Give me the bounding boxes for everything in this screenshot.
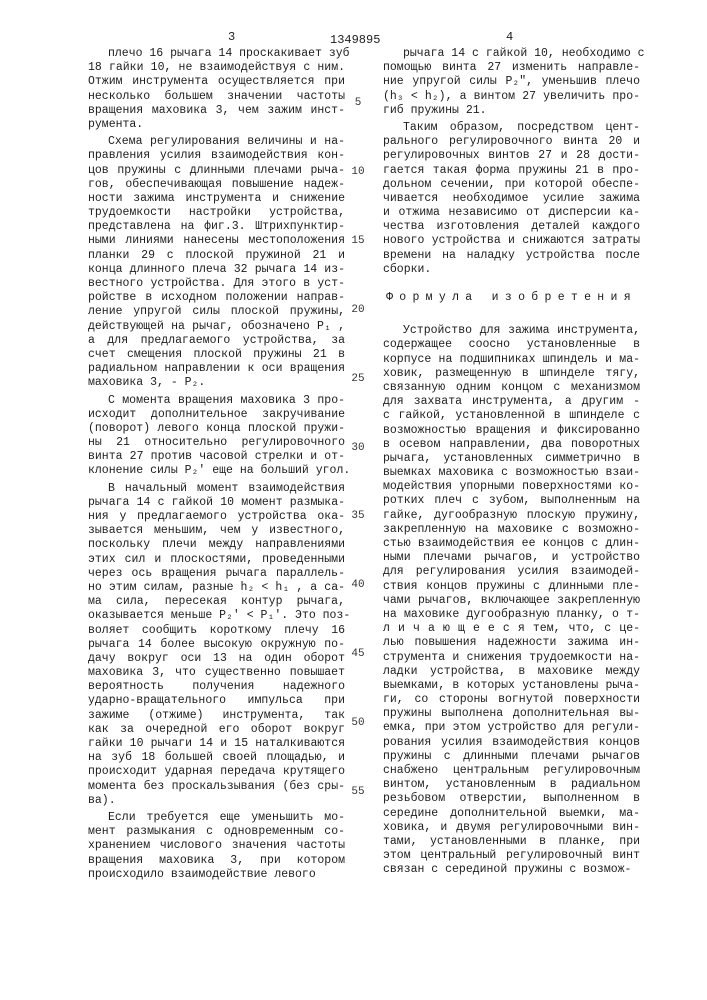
text-line: ва).	[88, 794, 345, 808]
text-line: выемками, в которых установлены рыча-	[383, 679, 640, 693]
text-line: правления усилия взаимодействия кон-	[88, 149, 345, 163]
text-line: воляет сообщить короткому плечу 16	[88, 624, 345, 638]
text-line: гайке, дугообразную плоскую пружину,	[383, 509, 640, 523]
text-line: (h₃ < h₂), а винтом 27 увеличить про-	[383, 90, 640, 104]
text-line: происходило взаимодействие левого	[88, 868, 345, 882]
text-line: винта 27 против часовой стрелки и от-	[88, 450, 345, 464]
text-line: ными плечами рычагов, и устройство	[383, 551, 640, 565]
text-line: дольном сечении, при которой обеспе-	[383, 178, 640, 192]
text-line: С момента вращения маховика 3 про-	[88, 394, 345, 408]
text-line: возможностью вращения и фиксированно	[383, 424, 640, 438]
text-line: исходит дополнительное закручивание	[88, 408, 345, 422]
paragraph	[383, 121, 640, 277]
text-line: этом центральный регулировочный винт	[383, 849, 640, 863]
text-line: резьбовом отверстии, выполненном в	[383, 792, 640, 806]
text-line: как за очередной его оборот вокруг	[88, 723, 345, 737]
text-line: вращения маховика 3, при котором	[88, 854, 345, 868]
text-line: зывается меньшим, чем у известного,	[88, 524, 345, 538]
line-number: 40	[346, 579, 370, 591]
text-line: ния у предлагаемого устройства ока-	[88, 510, 345, 524]
text-line: гов, обеспечивающая повышение надеж-	[88, 178, 345, 192]
text-line: рычага 14 с гайкой 10 момент размыка-	[88, 496, 345, 510]
text-line: ние упругой силы P₂″, уменьшив плечо	[383, 75, 640, 89]
text-line: корпусе на подшипниках шпиндель и ма-	[383, 353, 640, 367]
text-line: ройстве в исходном положении направ-	[88, 291, 345, 305]
text-line: рычага 14 более высокую окружную по-	[88, 638, 345, 652]
text-line: ление упругой силы плоской пружины,	[88, 305, 345, 319]
paragraph	[88, 394, 345, 479]
text-line: тами, установленными в планке, при	[383, 835, 640, 849]
text-line: л и ч а ю щ е е с я тем, что, с це-	[383, 622, 640, 636]
text-line: сборки.	[383, 263, 640, 277]
text-line: на зуб 18 большей своей площадью, и	[88, 751, 345, 765]
text-line: мент размыкания с одновременным со-	[88, 825, 345, 839]
section-title: Формула изобретения	[383, 291, 640, 305]
paragraph	[383, 47, 640, 118]
text-line: закрепленную на маховике с возможно-	[383, 523, 640, 537]
text-line: ротких плеч с зубом, выполненным на	[383, 494, 640, 508]
paragraph	[88, 811, 345, 882]
text-line: стью взаимодействия ее концов с длин-	[383, 537, 640, 551]
text-line: момента без проскальзывания (без сры-	[88, 780, 345, 794]
text-line: связанную одним концом с механизмом	[383, 381, 640, 395]
text-line: гиб пружины 21.	[383, 104, 640, 118]
line-number: 45	[346, 648, 370, 660]
line-number: 35	[346, 510, 370, 522]
left-column	[88, 47, 345, 885]
text-line: оказывается меньше P₂′ < P₁′. Это поз-	[88, 609, 345, 623]
page-number-left: 3	[228, 30, 235, 44]
text-line: счет смещения плоской пружины 21 в	[88, 348, 345, 362]
paragraph	[383, 324, 640, 877]
text-line: 18 гайки 10, не взаимодействуя с ним.	[88, 61, 345, 75]
line-number: 25	[346, 373, 370, 385]
text-line: гается такая форма пружины 21 в про-	[383, 164, 640, 178]
text-line: лью повышения надежности зажима ин-	[383, 636, 640, 650]
text-line: зажиме (отжиме) инструмента, так	[88, 709, 345, 723]
text-line: рычага 14 с гайкой 10, необходимо с	[383, 47, 640, 61]
text-line: клонение силы P₂′ еще на больший угол.	[88, 464, 345, 478]
line-number: 20	[346, 304, 370, 316]
text-line: маховика 3, - P₂.	[88, 376, 345, 390]
text-line: и отжима независимо от дисперсии ка-	[383, 206, 640, 220]
text-line: дачу вокруг оси 13 на один оборот	[88, 652, 345, 666]
line-number: 10	[346, 166, 370, 178]
text-line: представлена на фиг.3. Штрихпунктир-	[88, 220, 345, 234]
line-number: 15	[346, 235, 370, 247]
text-line: плечо 16 рычага 14 проскакивает зуб	[88, 47, 345, 61]
patent-number: 1349895	[330, 33, 380, 47]
line-number: 5	[346, 97, 370, 109]
text-line: гайки 10 рычаги 14 и 15 наталкиваются	[88, 737, 345, 751]
text-line: маховика 3, что существенно повышает	[88, 666, 345, 680]
text-line: винтом, установленным в радиальном	[383, 778, 640, 792]
text-line: чами рычагов, включающее закрепленную	[383, 594, 640, 608]
text-line: ладки устройства, в маховике между	[383, 665, 640, 679]
right-column	[383, 47, 640, 881]
text-line: конца длинного плеча 32 рычага 14 из-	[88, 263, 345, 277]
text-line: рования усилия взаимодействия концов	[383, 736, 640, 750]
text-line: действующей на рычаг, обозначено P₁ ,	[88, 320, 345, 334]
text-line: регулировочных винтов 27 и 28 дости-	[383, 149, 640, 163]
text-line: вестного устройства. Для этого в уст-	[88, 277, 345, 291]
text-line: ма сила, пересекая контур рычага,	[88, 595, 345, 609]
text-line: емка, при этом устройство для регули-	[383, 721, 640, 735]
text-line: цов пружины с длинными плечами рыча-	[88, 164, 345, 178]
text-line: ствия концов пружины с длинными пле-	[383, 580, 640, 594]
text-line: румента.	[88, 118, 345, 132]
text-line: Отжим инструмента осуществляется при	[88, 75, 345, 89]
text-line: происходит ударная передача крутящего	[88, 765, 345, 779]
claims	[383, 324, 640, 877]
text-line: связан с серединой пружины с возмож-	[383, 863, 640, 877]
text-line: вероятность получения надежного	[88, 680, 345, 694]
text-line: Таким образом, посредством цент-	[383, 121, 640, 135]
text-line: для захвата инструмента, а другим -	[383, 395, 640, 409]
text-line: рального регулировочного винта 20 и	[383, 135, 640, 149]
text-line: ударно-вращательного импульса при	[88, 694, 345, 708]
line-number: 30	[346, 442, 370, 454]
description-end	[383, 47, 640, 277]
text-line: вращения маховика 3, чем зажим инст-	[88, 104, 345, 118]
text-line: струмента и снижения трудоемкости на-	[383, 651, 640, 665]
text-line: хранением числового значения частоты	[88, 839, 345, 853]
text-line: снабжено центральным регулировочным	[383, 764, 640, 778]
text-line: планки 29 с плоской пружиной 21 и	[88, 249, 345, 263]
text-line: выемках маховика с возможностью взаи-	[383, 466, 640, 480]
text-line: через ось вращения рычага параллель-	[88, 567, 345, 581]
text-line: в осевом направлении, два поворотных	[383, 438, 640, 452]
text-line: нового устройства и снижаются затраты	[383, 234, 640, 248]
page-number-right: 4	[506, 30, 513, 44]
text-line: ны 21 относительно регулировочного	[88, 436, 345, 450]
text-line: ги, со стороны вогнутой поверхности	[383, 693, 640, 707]
text-line: В начальный момент взаимодействия	[88, 482, 345, 496]
line-number: 50	[346, 717, 370, 729]
text-line: а для предлагаемого устройства, за	[88, 334, 345, 348]
text-line: Устройство для зажима инструмента,	[383, 324, 640, 338]
text-line: радиальном направлении к оси вращения	[88, 362, 345, 376]
text-line: времени на наладку устройства после	[383, 249, 640, 263]
text-line: пружины выполнена дополнительная вы-	[383, 707, 640, 721]
text-line: ности зажима инструмента и снижение	[88, 192, 345, 206]
text-line: модействия упорными поверхностями ко-	[383, 480, 640, 494]
text-line: ными линиями нанесены местоположения	[88, 234, 345, 248]
text-line: но этим силам, разные h₂ < h₁ , а са-	[88, 581, 345, 595]
text-line: Схема регулирования величины и на-	[88, 135, 345, 149]
paragraph	[88, 47, 345, 132]
text-line: несколько большем значении частоты	[88, 90, 345, 104]
text-line: чивается необходимое усилие зажима	[383, 192, 640, 206]
text-line: помощью винта 27 изменить направле-	[383, 61, 640, 75]
text-line: с гайкой, установленной в шпинделе с	[383, 409, 640, 423]
text-line: Если требуется еще уменьшить мо-	[88, 811, 345, 825]
text-line: содержащее соосно установленные в	[383, 338, 640, 352]
text-line: рычага, установленных симметрично в	[383, 452, 640, 466]
text-line: трудоемкости настройки устройства,	[88, 206, 345, 220]
text-line: на маховике дугообразную планку, о т-	[383, 608, 640, 622]
text-line: для регулирования усилия взаимодей-	[383, 565, 640, 579]
text-line: середине дополнительной выемки, ма-	[383, 807, 640, 821]
line-number: 55	[346, 786, 370, 798]
text-line: чества изготовления деталей каждого	[383, 220, 640, 234]
text-line: поскольку плечи между направлениями	[88, 538, 345, 552]
paragraph	[88, 135, 345, 390]
text-line: пружины с длинными плечами рычагов	[383, 750, 640, 764]
paragraph	[88, 482, 345, 808]
text-line: (поворот) левого конца плоской пружи-	[88, 422, 345, 436]
text-line: ховик, размещенную в шпинделе тягу,	[383, 367, 640, 381]
text-line: этих сил и плоскостями, проведенными	[88, 553, 345, 567]
text-line: ховика, и двумя регулировочными вин-	[383, 821, 640, 835]
